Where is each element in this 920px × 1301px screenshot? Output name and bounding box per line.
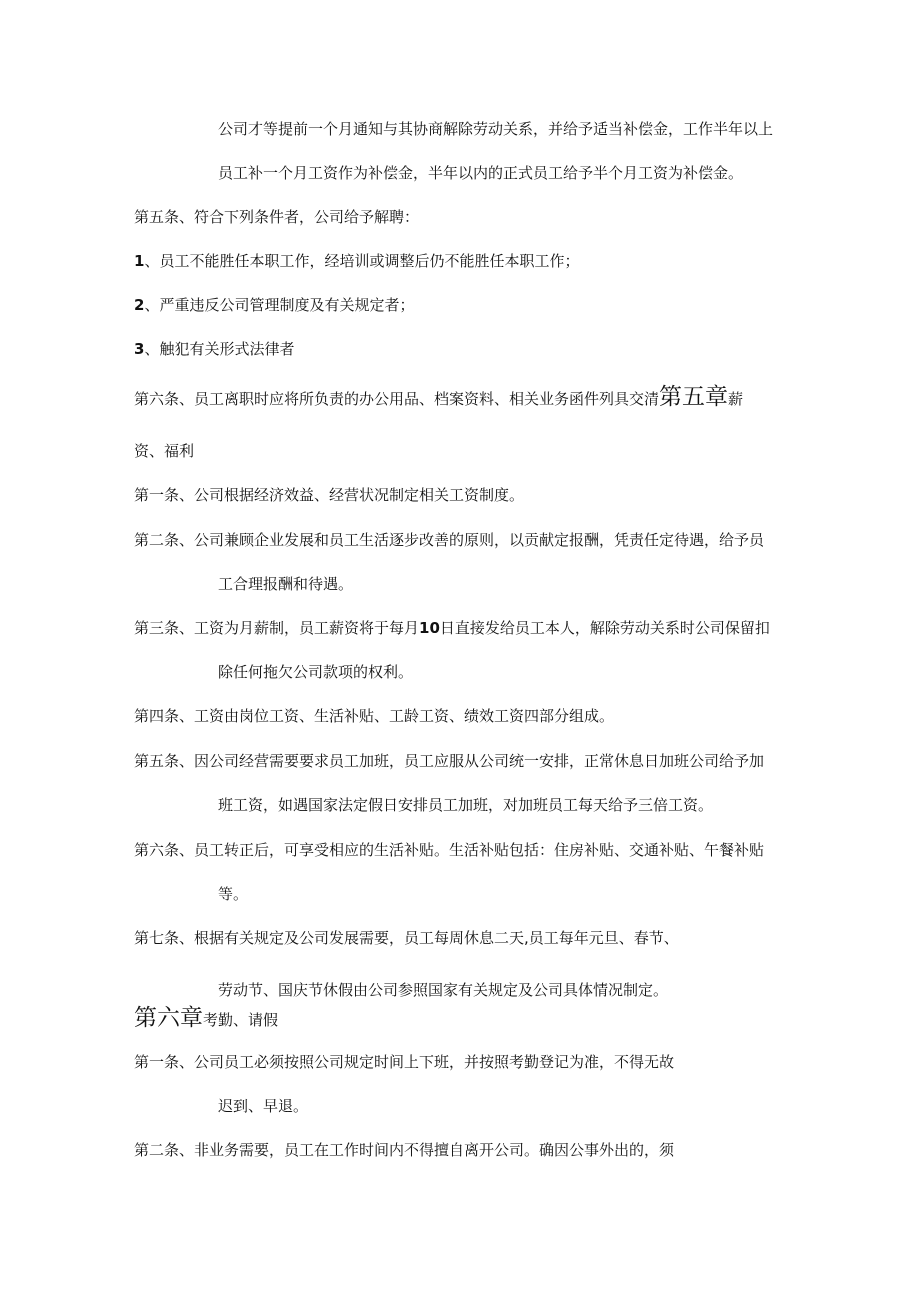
article-line: 第一条、公司根据经济效益、经营状况制定相关工资制度。 — [134, 486, 525, 504]
article-line: 第一条、公司员工必须按照公司规定时间上下班，并按照考勤登记为准，不得无故 — [134, 1053, 675, 1071]
chapter-title-fragment: 考勤、请假 — [203, 1011, 279, 1029]
chapter-heading-line — [134, 1004, 278, 1034]
list-item-text: 、触犯有关形式法律者 — [144, 340, 295, 358]
article-line: 第四条、工资由岗位工资、生活补贴、工龄工资、绩效工资四部分组成。 — [134, 707, 615, 725]
paragraph-line: 公司才等提前一个月通知与其协商解除劳动关系，并给予适当补偿金，工作半年以上 — [218, 120, 774, 138]
paragraph-line: 等。 — [218, 885, 249, 903]
chapter-title-fragment: 薪 — [728, 390, 744, 408]
paragraph-line: 迟到、早退。 — [218, 1097, 309, 1115]
paragraph-line: 班工资，如遇国家法定假日安排员工加班，对加班员工每天给予三倍工资。 — [218, 796, 714, 814]
chapter-heading: 第六章 — [134, 1005, 203, 1031]
paragraph-line: 员工补一个月工资作为补偿金，半年以内的正式员工给予半个月工资为补偿金。 — [218, 164, 744, 182]
article-line: 第七条、根据有关规定及公司发展需要，员工每周休息二天,员工每年元旦、春节、 — [134, 929, 679, 947]
list-item — [134, 251, 579, 271]
article-line: 第二条、非业务需要，员工在工作时间内不得擅自离开公司。确因公事外出的，须 — [134, 1141, 675, 1159]
article-line: 第五条、因公司经营需要要求员工加班，员工应服从公司统一安排，正常休息日加班公司给予加 — [134, 752, 765, 770]
paragraph-line: 除任何拖欠公司款项的权利。 — [218, 663, 414, 681]
paragraph-line: 工合理报酬和待遇。 — [218, 575, 354, 593]
list-item — [134, 295, 414, 315]
list-item-text: 、严重违反公司管理制度及有关规定者； — [144, 296, 415, 314]
list-number: 1 — [134, 252, 145, 270]
article-text: 日直接发给员工本人，解除劳动关系时公司保留扣 — [439, 619, 770, 637]
article-line: 第六条、员工转正后，可享受相应的生活补贴。生活补贴包括：住房补贴、交通补贴、午餐补贴 — [134, 841, 765, 859]
chapter-heading: 第五章 — [659, 384, 729, 410]
article-line — [134, 618, 770, 638]
chapter-title-continuation: 资、福利 — [134, 442, 195, 460]
list-item — [134, 339, 294, 359]
article-line: 第五条、符合下列条件者，公司给予解聘： — [134, 208, 420, 226]
day-number: 10 — [419, 619, 440, 637]
paragraph-line: 劳动节、国庆节休假由公司参照国家有关规定及公司具体情况制定。 — [218, 981, 669, 999]
list-item-text: 、员工不能胜任本职工作，经培训或调整后仍不能胜任本职工作； — [144, 252, 580, 270]
article-text: 第六条、员工离职时应将所负责的办公用品、档案资料、相关业务函件列具交清 — [134, 390, 660, 408]
article-line — [134, 383, 743, 413]
article-text: 第三条、工资为月薪制，员工薪资将于每月 — [134, 619, 420, 637]
article-line: 第二条、公司兼顾企业发展和员工生活逐步改善的原则，以贡献定报酬，凭责任定待遇，给予员 — [134, 531, 765, 549]
list-number: 3 — [134, 340, 145, 358]
list-number: 2 — [134, 296, 145, 314]
